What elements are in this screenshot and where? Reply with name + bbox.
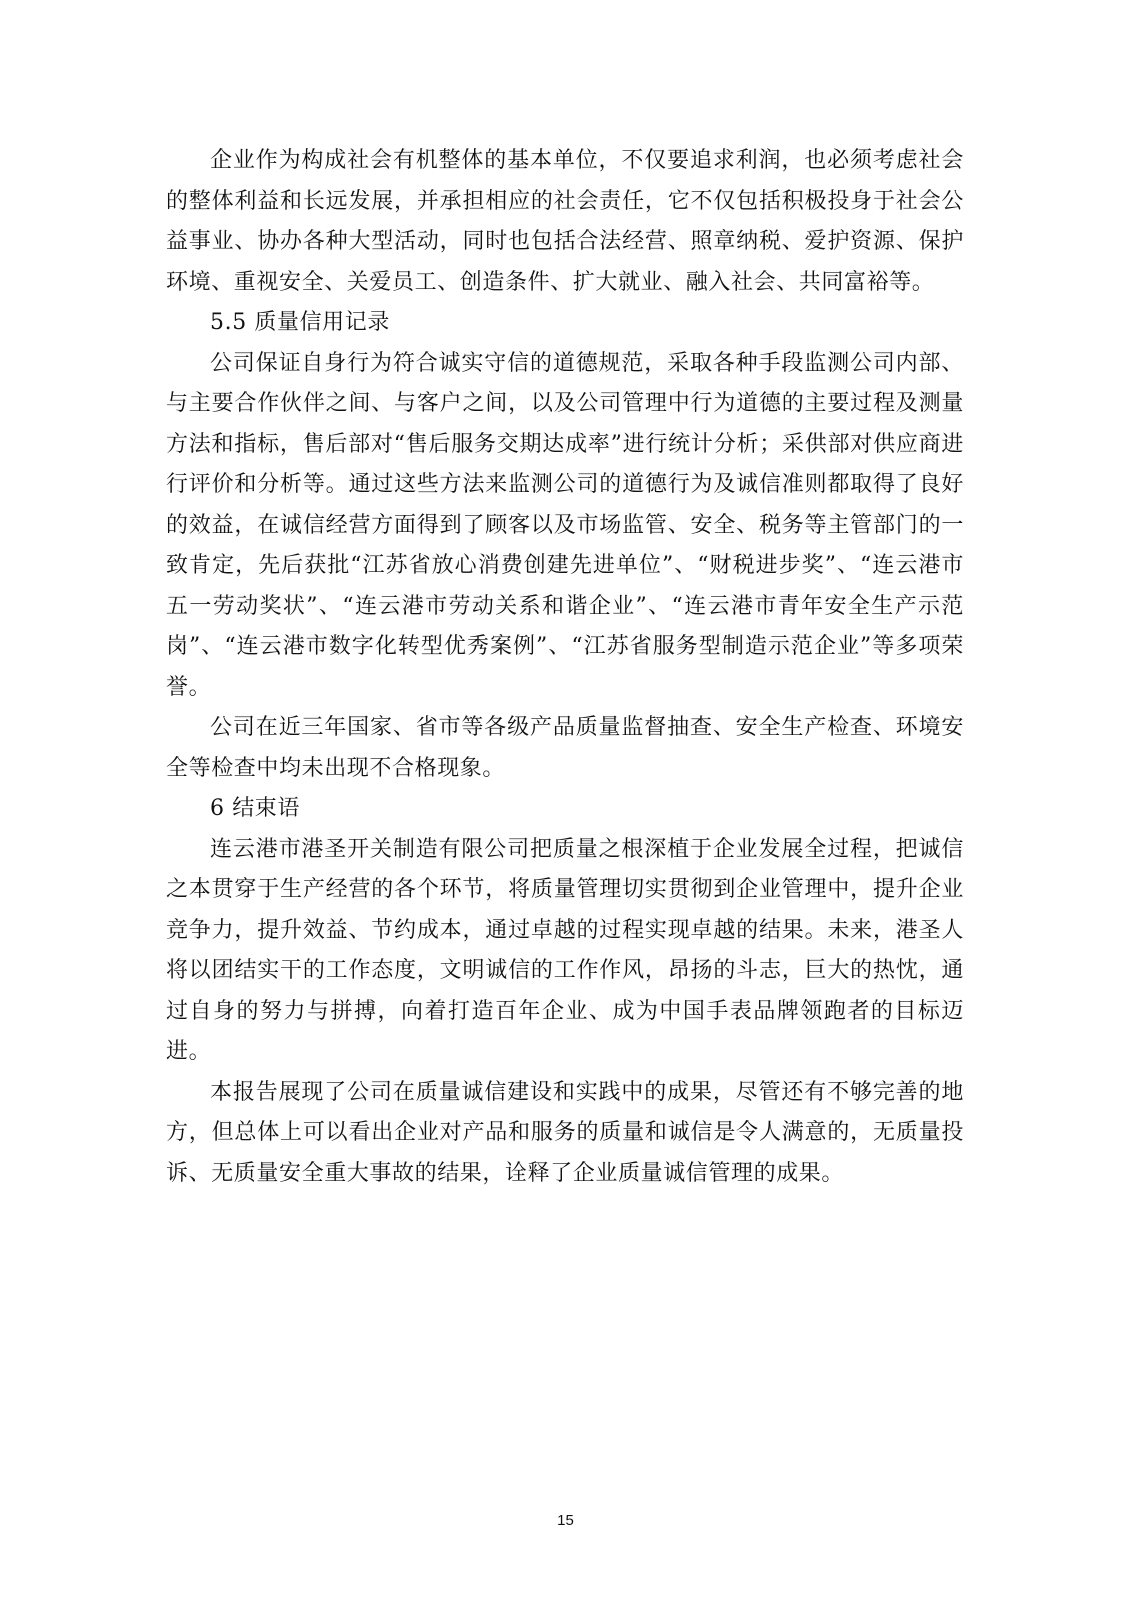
page-number: 15 <box>557 1512 574 1529</box>
paragraph-social-responsibility: 企业作为构成社会有机整体的基本单位，不仅要追求利润，也必须考虑社会的整体利益和长远发展，并承担相应的社会责任，它不仅包括积极投身于社会公益事业、协办各种大型活动，同时也包括合法经营、照章纳税、爱护资源、保护环境、重视安全、关爱员工、创造条件、扩大就业、融入社会、共同富裕等。 <box>166 148 964 295</box>
paragraph-inspection-results: 公司在近三年国家、省市等各级产品质量监督抽查、安全生产检查、环境安全等检查中均未出现不合格现象。 <box>166 715 964 781</box>
paragraph-integrity-practices: 公司保证自身行为符合诚实守信的道德规范，采取各种手段监测公司内部、与主要合作伙伴之间、与客户之间，以及公司管理中行为道德的主要过程及测量方法和指标，售后部对“售后服务交期达成率”进行统计分析；采供部对供应商进行评价和分析等。通过这些方法来监测公司的道德行为及诚信准则都取得了良好的效益，在诚信经营方面得到了顾客以及市场监管、安全、税务等主管部门的一致肯定，先后获批“江苏省放心消费创建先进单位”、“财税进步奖”、“连云港市五一劳动奖状”、“连云港市劳动关系和谐企业”、“连云港市青年安全生产示范岗”、“连云港市数字化转型优秀案例”、“江苏省服务型制造示范企业”等多项荣誉。 <box>166 350 964 700</box>
paragraph-report-summary: 本报告展现了公司在质量诚信建设和实践中的成果，尽管还有不够完善的地方，但总体上可以看出企业对产品和服务的质量和诚信是令人满意的，无质量投诉、无质量安全重大事故的结果，诠释了企业质量诚信管理的成果。 <box>166 1079 964 1186</box>
page-body <box>166 141 964 1194</box>
section-heading-quality-credit-record: 5.5 质量信用记录 <box>210 310 390 335</box>
paragraph-company-vision: 连云港市港圣开关制造有限公司把质量之根深植于企业发展全过程，把诚信之本贯穿于生产经营的各个环节，将质量管理切实贯彻到企业管理中，提升企业竞争力，提升效益、节约成本，通过卓越的过程实现卓越的结果。未来，港圣人将以团结实干的工作态度，文明诚信的工作作风，昂扬的斗志，巨大的热忱，通过自身的努力与拼搏，向着打造百年企业、成为中国手表品牌领跑者的目标迈进。 <box>166 836 964 1064</box>
section-heading-conclusion: 6 结束语 <box>210 796 300 821</box>
